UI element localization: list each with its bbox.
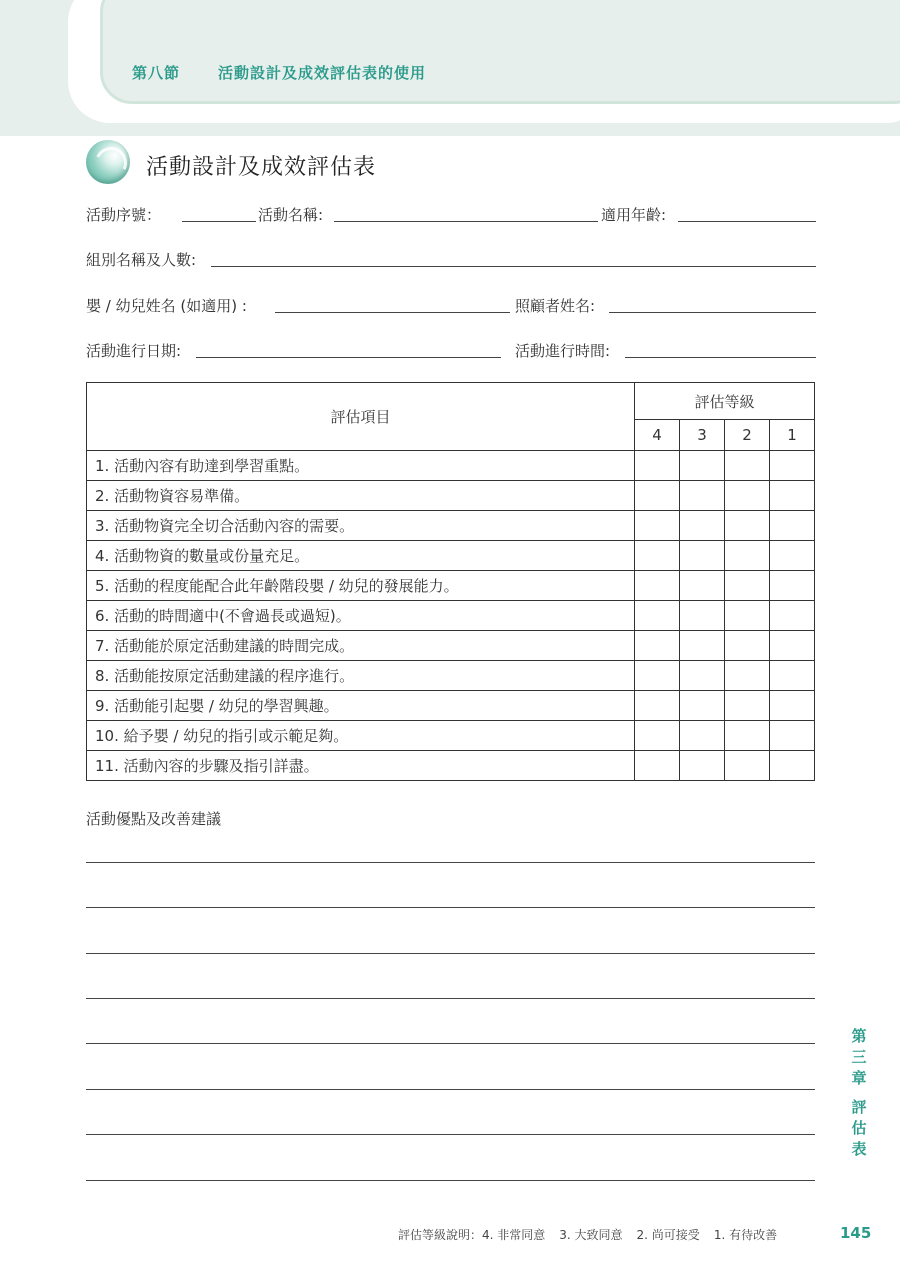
rating-cell-1[interactable]: [770, 661, 815, 691]
legend-item: 3. 大致同意: [559, 1228, 623, 1242]
rating-cell-3[interactable]: [680, 541, 725, 571]
rating-cell-4[interactable]: [635, 751, 680, 781]
rating-cell-2[interactable]: [725, 481, 770, 511]
grade-2-header: 2: [725, 420, 770, 451]
form-title: 活動設計及成效評估表: [146, 155, 377, 180]
group-field[interactable]: [211, 266, 816, 267]
date-label: 活動進行日期:: [86, 342, 182, 360]
rating-cell-4[interactable]: [635, 451, 680, 481]
rating-cell-1[interactable]: [770, 571, 815, 601]
notes-title: 活動優點及改善建議: [86, 810, 222, 828]
item-text: 8. 活動能按原定活動建議的程序進行。: [87, 661, 635, 691]
rating-cell-1[interactable]: [770, 751, 815, 781]
note-line[interactable]: [86, 953, 815, 954]
note-line[interactable]: [86, 1089, 815, 1090]
note-line[interactable]: [86, 862, 815, 863]
table-row: [87, 511, 815, 541]
rating-cell-2[interactable]: [725, 571, 770, 601]
rating-cell-1[interactable]: [770, 691, 815, 721]
item-text: 1. 活動內容有助達到學習重點。: [87, 451, 635, 481]
item-text: 11. 活動內容的步驟及指引詳盡。: [87, 751, 635, 781]
rating-cell-1[interactable]: [770, 631, 815, 661]
rating-cell-1[interactable]: [770, 601, 815, 631]
child-name-field[interactable]: [275, 312, 510, 313]
rating-cell-2[interactable]: [725, 511, 770, 541]
rating-cell-3[interactable]: [680, 571, 725, 601]
side-form-label: 評估表: [851, 1098, 867, 1158]
legend-item: 4. 非常同意: [482, 1228, 546, 1242]
page-number: 145: [840, 1224, 872, 1242]
rating-cell-3[interactable]: [680, 691, 725, 721]
note-line[interactable]: [86, 1180, 815, 1181]
table-row: [87, 691, 815, 721]
table-row: [87, 631, 815, 661]
carer-name-field[interactable]: [609, 312, 816, 313]
grade-legend: [398, 1226, 791, 1243]
table-row: [87, 661, 815, 691]
evaluation-table: [86, 382, 815, 781]
grade-column-header: 評估等級: [635, 383, 815, 420]
header-card: [100, 0, 900, 104]
activity-name-label: 活動名稱:: [258, 206, 324, 224]
grade-1-header: 1: [770, 420, 815, 451]
rating-cell-3[interactable]: [680, 511, 725, 541]
section-number: 第八節: [132, 64, 181, 82]
grade-4-header: 4: [635, 420, 680, 451]
item-text: 7. 活動能於原定活動建議的時間完成。: [87, 631, 635, 661]
item-column-header: 評估項目: [87, 383, 635, 451]
rating-cell-4[interactable]: [635, 631, 680, 661]
child-name-label: 嬰 / 幼兒姓名 (如適用) :: [86, 297, 247, 315]
table-row: [87, 721, 815, 751]
rating-cell-4[interactable]: [635, 691, 680, 721]
rating-cell-3[interactable]: [680, 661, 725, 691]
rating-cell-4[interactable]: [635, 541, 680, 571]
item-text: 10. 給予嬰 / 幼兒的指引或示範足夠。: [87, 721, 635, 751]
rating-cell-4[interactable]: [635, 571, 680, 601]
carer-name-label: 照顧者姓名:: [515, 297, 596, 315]
table-row: [87, 751, 815, 781]
activity-name-field[interactable]: [334, 221, 598, 222]
table-row: [87, 541, 815, 571]
group-label: 組別名稱及人數:: [86, 251, 197, 269]
rating-cell-2[interactable]: [725, 721, 770, 751]
table-row: [87, 601, 815, 631]
rating-cell-4[interactable]: [635, 721, 680, 751]
rating-cell-1[interactable]: [770, 481, 815, 511]
rating-cell-3[interactable]: [680, 601, 725, 631]
rating-cell-3[interactable]: [680, 631, 725, 661]
item-text: 6. 活動的時間適中(不會過長或過短)。: [87, 601, 635, 631]
table-row: [87, 481, 815, 511]
note-line[interactable]: [86, 998, 815, 999]
rating-cell-1[interactable]: [770, 541, 815, 571]
rating-cell-2[interactable]: [725, 631, 770, 661]
legend-item: 2. 尚可接受: [636, 1228, 700, 1242]
rating-cell-3[interactable]: [680, 721, 725, 751]
item-text: 9. 活動能引起嬰 / 幼兒的學習興趣。: [87, 691, 635, 721]
rating-cell-1[interactable]: [770, 511, 815, 541]
rating-cell-3[interactable]: [680, 481, 725, 511]
legend-item: 1. 有待改善: [713, 1228, 778, 1242]
grade-3-header: 3: [680, 420, 725, 451]
rating-cell-3[interactable]: [680, 751, 725, 781]
note-line[interactable]: [86, 1043, 815, 1044]
rating-cell-2[interactable]: [725, 751, 770, 781]
note-line[interactable]: [86, 907, 815, 908]
item-text: 3. 活動物資完全切合活動內容的需要。: [87, 511, 635, 541]
rating-cell-3[interactable]: [680, 451, 725, 481]
item-text: 4. 活動物資的數量或份量充足。: [87, 541, 635, 571]
rating-cell-2[interactable]: [725, 601, 770, 631]
item-text: 2. 活動物資容易準備。: [87, 481, 635, 511]
side-chapter-label: 第三章: [851, 1027, 867, 1087]
rating-cell-2[interactable]: [725, 691, 770, 721]
time-field[interactable]: [625, 357, 816, 358]
table-row: [87, 571, 815, 601]
serial-label: 活動序號：: [86, 206, 162, 224]
rating-cell-4[interactable]: [635, 601, 680, 631]
item-text: 5. 活動的程度能配合此年齡階段嬰 / 幼兒的發展能力。: [87, 571, 635, 601]
note-line[interactable]: [86, 1134, 815, 1135]
rating-cell-2[interactable]: [725, 451, 770, 481]
legend-label: 評估等級說明：: [398, 1228, 483, 1242]
rating-cell-2[interactable]: [725, 661, 770, 691]
section-title: 活動設計及成效評估表的使用: [218, 64, 427, 82]
rating-cell-1[interactable]: [770, 451, 815, 481]
rating-cell-4[interactable]: [635, 661, 680, 691]
time-label: 活動進行時間:: [515, 342, 611, 360]
age-label: 適用年齡:: [601, 206, 667, 224]
age-field[interactable]: [678, 221, 816, 222]
serial-field[interactable]: [182, 221, 256, 222]
rating-cell-2[interactable]: [725, 541, 770, 571]
date-field[interactable]: [196, 357, 501, 358]
rating-cell-4[interactable]: [635, 481, 680, 511]
bubble-icon: [86, 140, 130, 184]
rating-cell-4[interactable]: [635, 511, 680, 541]
table-row: [87, 451, 815, 481]
rating-cell-1[interactable]: [770, 721, 815, 751]
